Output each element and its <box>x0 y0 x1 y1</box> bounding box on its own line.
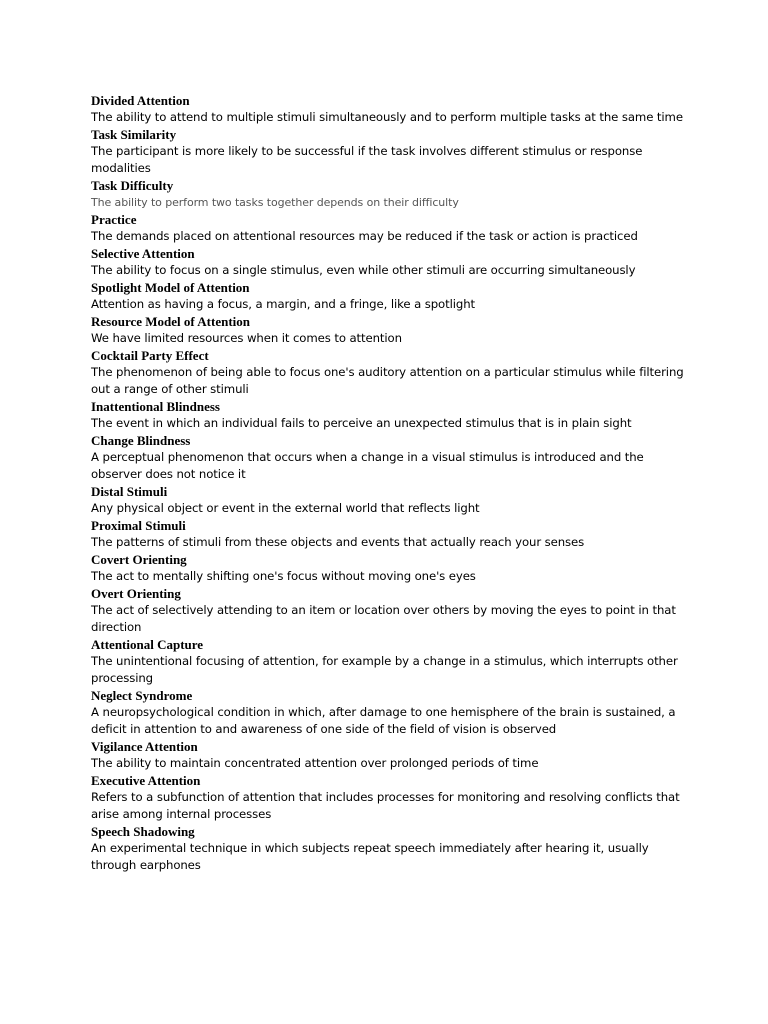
term-heading: Practice <box>91 212 137 227</box>
term-definition: We have limited resources when it comes to attention <box>91 331 402 345</box>
entry-cocktail-party-effect <box>91 348 691 398</box>
entry-practice <box>91 212 691 245</box>
term-definition: The event in which an individual fails to perceive an unexpected stimulus that is in plain sight <box>91 416 632 430</box>
term-heading: Speech Shadowing <box>91 824 195 839</box>
term-definition: Refers to a subfunction of attention that includes processes for monitoring and resolving conflicts that arise among internal processes <box>91 790 680 821</box>
flashcard-document <box>91 93 691 875</box>
term-definition: The act to mentally shifting one's focus without moving one's eyes <box>91 569 476 583</box>
entry-selective-attention <box>91 246 691 279</box>
term-definition: The ability to perform two tasks together depends on their difficulty <box>91 196 459 209</box>
term-definition: An experimental technique in which subjects repeat speech immediately after hearing it, usually through earphones <box>91 841 649 872</box>
entry-change-blindness <box>91 433 691 483</box>
term-definition: The unintentional focusing of attention, for example by a change in a stimulus, which interrupts other processing <box>91 654 678 685</box>
term-heading: Neglect Syndrome <box>91 688 193 703</box>
entry-task-similarity <box>91 127 691 177</box>
term-heading: Inattentional Blindness <box>91 399 220 414</box>
entry-proximal-stimuli <box>91 518 691 551</box>
entry-resource-model <box>91 314 691 347</box>
entry-speech-shadowing <box>91 824 691 874</box>
term-heading: Proximal Stimuli <box>91 518 186 533</box>
entry-distal-stimuli <box>91 484 691 517</box>
term-definition: A perceptual phenomenon that occurs when a change in a visual stimulus is introduced and the observer does not notice it <box>91 450 644 481</box>
term-heading: Overt Orienting <box>91 586 181 601</box>
term-definition: The participant is more likely to be successful if the task involves different stimulus or response modalities <box>91 144 643 175</box>
entry-inattentional-blindness <box>91 399 691 432</box>
term-heading: Cocktail Party Effect <box>91 348 209 363</box>
term-definition: The demands placed on attentional resources may be reduced if the task or action is practiced <box>91 229 638 243</box>
term-definition: Attention as having a focus, a margin, and a fringe, like a spotlight <box>91 297 475 311</box>
term-heading: Task Similarity <box>91 127 177 142</box>
term-heading: Resource Model of Attention <box>91 314 250 329</box>
term-heading: Selective Attention <box>91 246 195 261</box>
term-heading: Attentional Capture <box>91 637 204 652</box>
entry-attentional-capture <box>91 637 691 687</box>
term-heading: Divided Attention <box>91 93 190 108</box>
term-definition: The ability to maintain concentrated attention over prolonged periods of time <box>91 756 539 770</box>
entry-covert-orienting <box>91 552 691 585</box>
term-heading: Distal Stimuli <box>91 484 168 499</box>
term-heading: Executive Attention <box>91 773 201 788</box>
entry-task-difficulty <box>91 178 691 211</box>
entry-neglect-syndrome <box>91 688 691 738</box>
entry-vigilance-attention <box>91 739 691 772</box>
term-heading: Spotlight Model of Attention <box>91 280 250 295</box>
term-heading: Change Blindness <box>91 433 191 448</box>
term-definition: The phenomenon of being able to focus one's auditory attention on a particular stimulus while filtering out a range of other stimuli <box>91 365 684 396</box>
entry-overt-orienting <box>91 586 691 636</box>
term-definition: The ability to focus on a single stimulus, even while other stimuli are occurring simultaneously <box>91 263 636 277</box>
term-definition: The patterns of stimuli from these objects and events that actually reach your senses <box>91 535 585 549</box>
entry-divided-attention <box>91 93 691 126</box>
term-definition: The act of selectively attending to an item or location over others by moving the eyes to point in that direction <box>91 603 676 634</box>
term-definition: The ability to attend to multiple stimuli simultaneously and to perform multiple tasks at the same time <box>91 110 683 124</box>
term-definition: Any physical object or event in the external world that reflects light <box>91 501 480 515</box>
term-heading: Vigilance Attention <box>91 739 198 754</box>
term-definition: A neuropsychological condition in which, after damage to one hemisphere of the brain is sustained, a deficit in attention to and awareness of one side of the field of vision is observed <box>91 705 676 736</box>
entry-executive-attention <box>91 773 691 823</box>
term-heading: Task Difficulty <box>91 178 174 193</box>
entry-spotlight-model <box>91 280 691 313</box>
term-heading: Covert Orienting <box>91 552 187 567</box>
